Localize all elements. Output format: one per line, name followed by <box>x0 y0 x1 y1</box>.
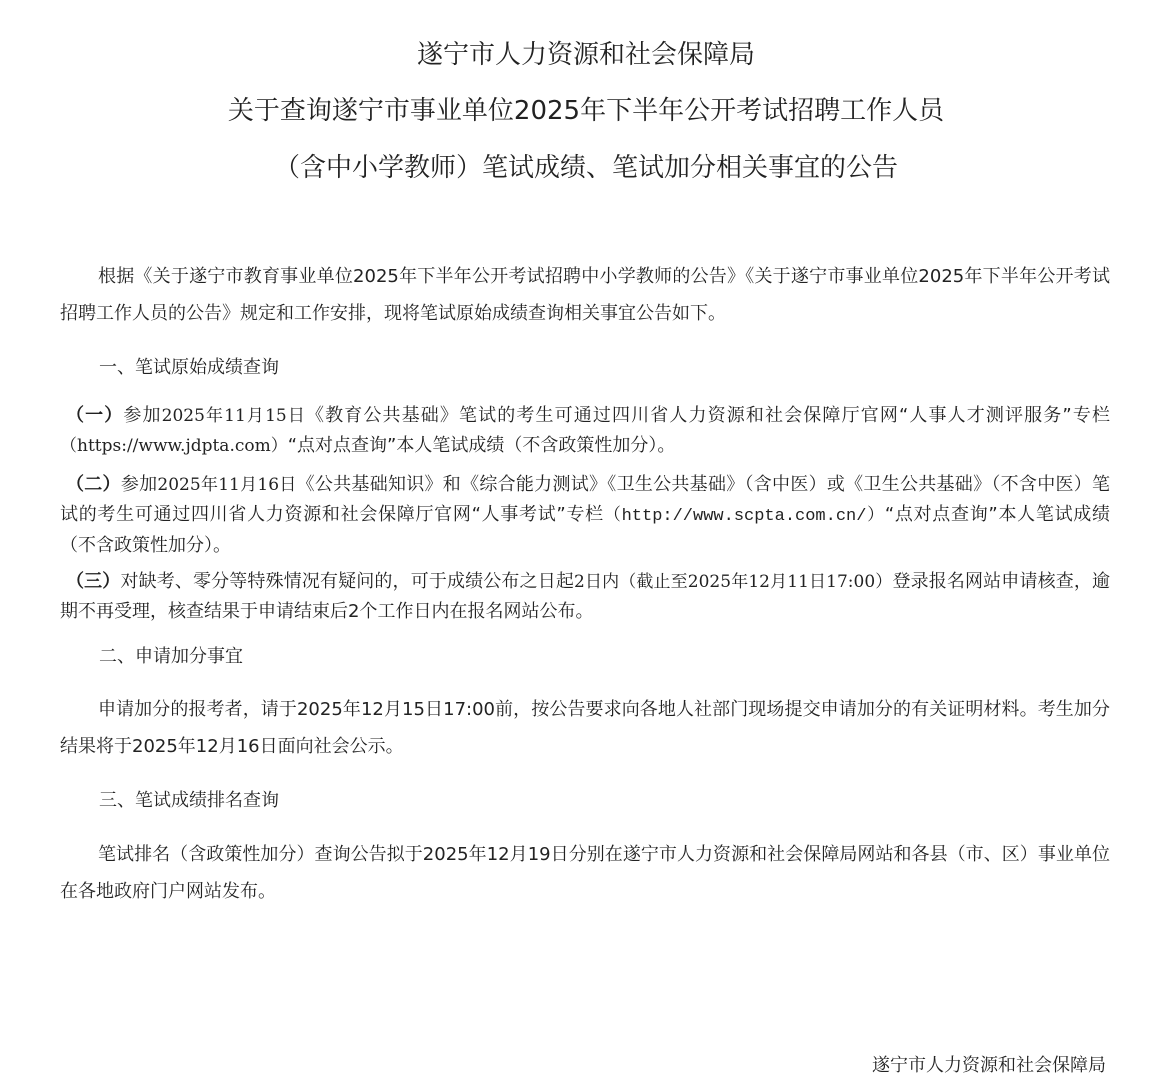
section1-item1 <box>60 401 1110 461</box>
section1-item2 <box>60 470 1110 560</box>
item3-text-a: 对缺考、零分等特殊情况有疑问的，可于成绩公布之日起 <box>120 571 574 592</box>
section3-body: 笔试排名（含政策性加分）查询公告拟于2025年12月19日分别在遂宁市人力资源和社会保障局网站和各县（市、区）事业单位在各地政府门户网站发布。 <box>60 844 1110 902</box>
intro-paragraph: 根据《关于遂宁市教育事业单位2025年下半年公开考试招聘中小学教师的公告》《关于遂宁市事业单位2025年下半年公开考试招聘工作人员的公告》规定和工作安排，现将笔试原始成绩查询相关事宜公告如下。 <box>60 266 1110 324</box>
item1-text-b: 《教育公共基础》笔试的考生可通过四川省人力资源和社会保障厅官网“人事人才测评服务”专栏 <box>305 405 1111 426</box>
item1-number: （一） <box>66 405 124 426</box>
item1-text-c: “点对点查询”本人笔试成绩（不含政策性加分）。 <box>287 435 676 456</box>
item1-date: 2025年11月15日 <box>161 406 306 426</box>
section1-heading: 一、笔试原始成绩查询 <box>99 357 279 378</box>
item1-url-link[interactable]: （https://www.jdpta.com） <box>60 436 288 456</box>
item2-text-b: 《公共基础知识》和《综合能力测试》《卫生公共基础》（含中医）或《卫生公共基础》（不含中医）笔试的考生可通过四川省人力资源和社会保障厅官网“人事考试”专栏 <box>60 474 1111 525</box>
section2-heading: 二、申请加分事宜 <box>99 646 243 667</box>
section3-heading: 三、笔试成绩排名查询 <box>99 790 279 811</box>
item3-deadline: 2日内（截止至2025年12月11日17:00） <box>573 572 893 592</box>
item2-text-c: “点对点查询”本人笔试成绩（不含政策性加分）。 <box>60 504 1111 556</box>
item3-text-b: 登录报名网站申请核查，逾期不再受理，核查结果于申请结束后2个工作日内在报名网站公布。 <box>60 571 1111 622</box>
item2-date: 2025年11月16日 <box>157 475 297 495</box>
item2-number: （二） <box>66 474 121 495</box>
title-line-2: 关于查询遂宁市事业单位2025年下半年公开考试招聘工作人员 <box>227 96 945 126</box>
item2-url-link[interactable]: （http://www.scpta.com.cn/） <box>603 507 885 526</box>
title-issuer: 遂宁市人力资源和社会保障局 <box>416 40 755 70</box>
section2-body: 申请加分的报考者，请于2025年12月15日17:00前，按公告要求向各地人社部门现场提交申请加分的有关证明材料。考生加分结果将于2025年12月16日面向社会公示。 <box>60 699 1110 757</box>
item3-number: （三） <box>66 571 121 592</box>
item2-text-a: 参加 <box>120 474 158 495</box>
section1-item3 <box>60 567 1110 626</box>
title-line-3: （含中小学教师）笔试成绩、笔试加分相关事宜的公告 <box>273 153 898 183</box>
item1-text-a: 参加 <box>123 405 162 426</box>
signature-issuer: 遂宁市人力资源和社会保障局 <box>872 1055 1106 1076</box>
